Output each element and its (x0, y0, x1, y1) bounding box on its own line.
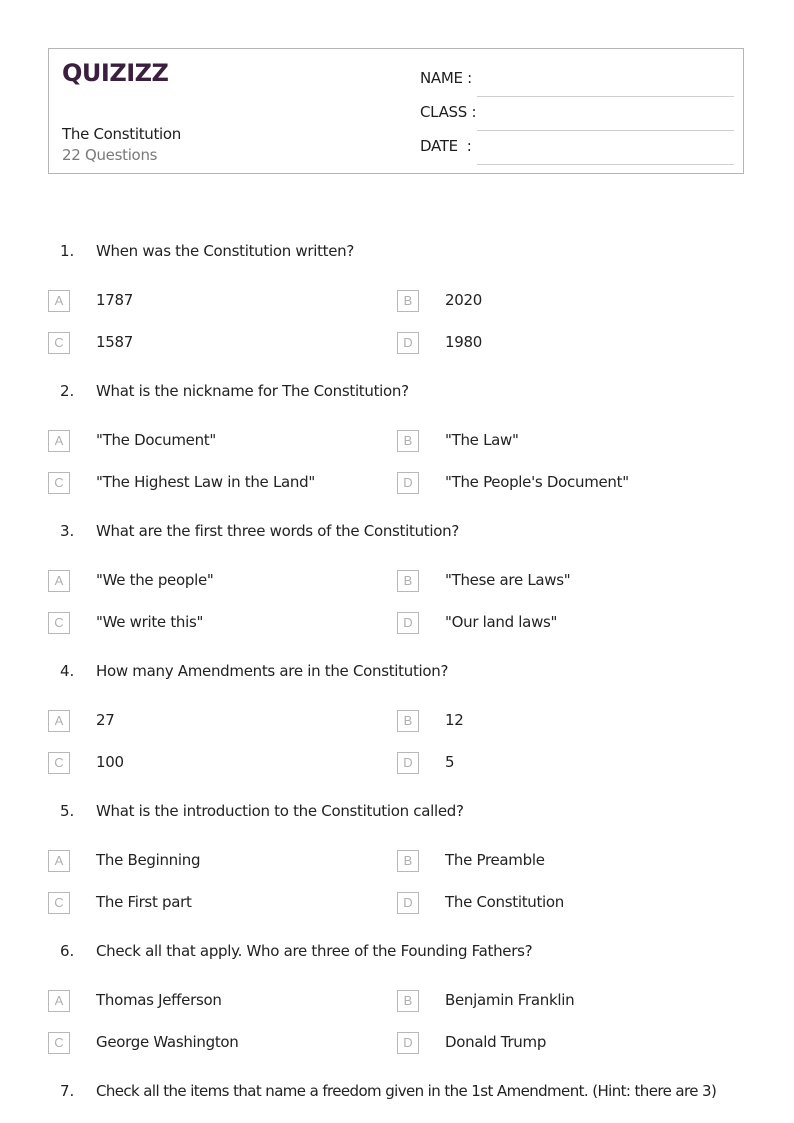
option-letter-box[interactable]: B (397, 710, 419, 732)
option-text: "Our land laws" (445, 613, 558, 631)
option-letter-box[interactable]: C (48, 332, 70, 354)
option-text: 2020 (445, 291, 482, 309)
option-letter-box[interactable]: D (397, 332, 419, 354)
question-number: 5. (60, 802, 75, 820)
question-text: What is the nickname for The Constitution? (96, 382, 409, 400)
option-text: "We the people" (96, 571, 214, 589)
option-letter-box[interactable]: B (397, 290, 419, 312)
option-letter-box[interactable]: D (397, 472, 419, 494)
option-letter-box[interactable]: B (397, 850, 419, 872)
question-number: 7. (60, 1082, 75, 1100)
name-label: NAME : (420, 69, 472, 87)
option-letter-box[interactable]: B (397, 430, 419, 452)
question-count: 22 Questions (62, 146, 158, 164)
option-text: The Preamble (445, 851, 545, 869)
option-letter-box[interactable]: A (48, 430, 70, 452)
question-text: When was the Constitution written? (96, 242, 355, 260)
date-input-line[interactable] (477, 164, 734, 165)
option-text: 100 (96, 753, 124, 771)
question-text: What is the introduction to the Constitution called? (96, 802, 464, 820)
option-text: The Constitution (445, 893, 565, 911)
option-letter-box[interactable]: A (48, 850, 70, 872)
question-text: Check all that apply. Who are three of the Founding Fathers? (96, 942, 533, 960)
option-letter-box[interactable]: B (397, 570, 419, 592)
option-letter-box[interactable]: C (48, 472, 70, 494)
name-input-line[interactable] (477, 96, 734, 97)
option-text: "The Document" (96, 431, 216, 449)
question-number: 3. (60, 522, 75, 540)
quizizz-logo: QUIZIZZ (62, 59, 169, 87)
option-letter-box[interactable]: A (48, 990, 70, 1012)
option-text: Thomas Jefferson (96, 991, 222, 1009)
option-text: Donald Trump (445, 1033, 547, 1051)
option-text: "The People's Document" (445, 473, 629, 491)
date-label: DATE : (420, 137, 472, 155)
date-field[interactable] (420, 137, 734, 159)
option-letter-box[interactable]: B (397, 990, 419, 1012)
option-letter-box[interactable]: C (48, 612, 70, 634)
option-text: "We write this" (96, 613, 204, 631)
option-letter-box[interactable]: D (397, 752, 419, 774)
option-letter-box[interactable]: C (48, 1032, 70, 1054)
option-letter-box[interactable]: D (397, 892, 419, 914)
worksheet-header (48, 48, 744, 174)
option-text: 1587 (96, 333, 133, 351)
option-text: 27 (96, 711, 115, 729)
option-text: The First part (96, 893, 192, 911)
option-letter-box[interactable]: A (48, 570, 70, 592)
option-text: "The Law" (445, 431, 519, 449)
question-text: Check all the items that name a freedom given in the 1st Amendment. (Hint: there are 3) (96, 1082, 717, 1100)
class-field[interactable] (420, 103, 734, 125)
option-text: "These are Laws" (445, 571, 571, 589)
question-number: 4. (60, 662, 75, 680)
class-label: CLASS : (420, 103, 477, 121)
option-text: George Washington (96, 1033, 239, 1051)
class-input-line[interactable] (477, 130, 734, 131)
option-letter-box[interactable]: D (397, 612, 419, 634)
option-text: 1980 (445, 333, 482, 351)
option-text: Benjamin Franklin (445, 991, 575, 1009)
option-text: "The Highest Law in the Land" (96, 473, 315, 491)
question-number: 6. (60, 942, 75, 960)
option-letter-box[interactable]: A (48, 710, 70, 732)
option-letter-box[interactable]: D (397, 1032, 419, 1054)
option-letter-box[interactable]: C (48, 892, 70, 914)
option-letter-box[interactable]: C (48, 752, 70, 774)
question-text: What are the first three words of the Constitution? (96, 522, 459, 540)
question-text: How many Amendments are in the Constitution? (96, 662, 449, 680)
option-text: 1787 (96, 291, 133, 309)
name-field[interactable] (420, 69, 734, 91)
question-number: 2. (60, 382, 75, 400)
option-text: 12 (445, 711, 464, 729)
option-text: The Beginning (96, 851, 201, 869)
option-letter-box[interactable]: A (48, 290, 70, 312)
option-text: 5 (445, 753, 455, 771)
question-number: 1. (60, 242, 75, 260)
worksheet-title: The Constitution (62, 125, 182, 143)
